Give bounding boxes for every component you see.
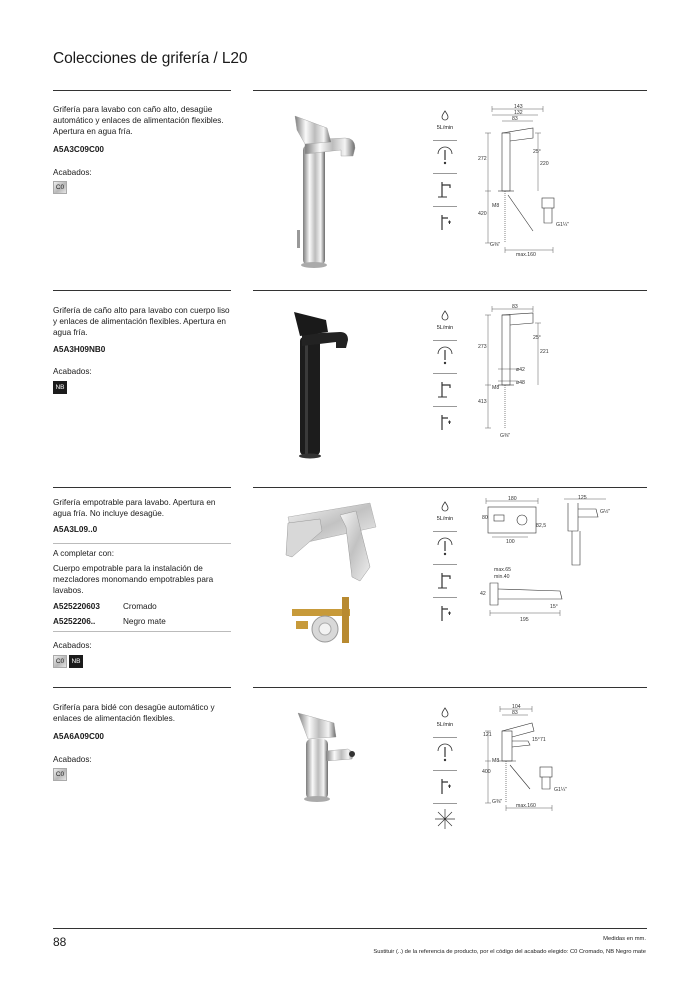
technical-drawing-2: [478, 303, 648, 443]
page-title: Colecciones de grifería / L20: [53, 50, 248, 67]
section-divider: [253, 687, 647, 688]
faucet-lever: [294, 312, 328, 336]
dim-label: G1¼": [554, 787, 568, 793]
section-divider: [253, 90, 647, 91]
dim-label: 83: [512, 304, 518, 310]
section-divider: [53, 290, 231, 291]
faucet-base: [301, 262, 327, 268]
subsection-divider: [53, 543, 231, 544]
complement-name: Negro mate: [123, 617, 166, 626]
finishes-label: Acabados:: [53, 641, 92, 650]
complement-code: A5252206..: [53, 617, 96, 626]
flow-rate-label: 5L/min: [436, 124, 454, 131]
dim-label: 420: [478, 211, 487, 217]
tall-spout-icon: [430, 376, 460, 402]
product-photo-tall-chrome-mixer: [275, 100, 365, 275]
finish-swatch-chrome: C0: [53, 181, 67, 194]
dim-label: 15°: [532, 737, 540, 743]
brass-pipe: [342, 597, 349, 643]
section-divider: [53, 687, 231, 688]
dim-label: G½": [600, 509, 611, 515]
product-code: A5A3C09C00: [53, 145, 104, 154]
technical-drawing-1: [478, 103, 648, 258]
complement-name: Cromado: [123, 602, 157, 611]
faucet-base: [299, 454, 321, 459]
product-photo-wall-mixer: [280, 497, 380, 587]
dim-label: 195: [520, 617, 529, 623]
page-number: 88: [53, 935, 67, 949]
units-note: Medidas en mm.: [603, 936, 646, 942]
dim-label: max.160: [516, 252, 536, 258]
flow-rate-label: 5L/min: [436, 515, 454, 522]
feature-icons: [430, 307, 460, 437]
cold-opening-icon: [430, 343, 460, 369]
product-photo-bidet-mixer: [290, 705, 370, 805]
flexible-hose-icon: [430, 600, 460, 626]
dim-label: 15°: [550, 604, 558, 610]
automatic-drain-icon: [430, 773, 460, 799]
flow-rate-icon: [430, 307, 460, 333]
cold-opening-icon: [430, 740, 460, 766]
dim-label: M8: [492, 385, 500, 391]
finish-swatches: [53, 655, 83, 668]
dim-label: 83: [512, 116, 518, 122]
dim-label: G⅜": [492, 799, 503, 805]
product-photo-embedded-body: [290, 595, 365, 650]
product-photo-tall-black-mixer: [280, 302, 360, 462]
dim-label: 82,5: [536, 523, 547, 529]
cold-opening-icon: [430, 534, 460, 560]
complete-with-description: Cuerpo empotrable para la instalación de mezcladores monomando empotrables para lavabos.: [53, 564, 214, 595]
dim-label: 104: [512, 704, 521, 710]
complement-item: [53, 602, 157, 611]
section-divider: [253, 487, 647, 488]
swivel-aerator-icon: [430, 806, 460, 832]
complement-code: A525220603: [53, 602, 100, 611]
dim-label: max.65: [494, 567, 512, 573]
product-description: Grifería de caño alto para lavabo con cuerpo liso y enlaces de alimentación flexibles. Apertura en agua fría.: [53, 306, 230, 337]
complete-with-label: A completar con:: [53, 549, 114, 558]
dim-label: 221: [540, 349, 549, 355]
dim-label: ø48: [516, 380, 525, 386]
dim-label: 83: [512, 710, 518, 716]
dim-label: 273: [478, 344, 487, 350]
flow-rate-label: 5L/min: [436, 324, 454, 331]
finish-swatch-chrome: C0: [53, 768, 67, 781]
finish-swatch-chrome: C0: [53, 655, 67, 668]
technical-drawing-3: [478, 495, 648, 625]
dim-label: G1¼": [556, 222, 570, 228]
section-divider: [253, 290, 647, 291]
dim-label: 121: [483, 732, 492, 738]
dim-label: 272: [478, 156, 487, 162]
product-code: A5A3H09NB0: [53, 345, 106, 354]
finish-swatch-matte-black: NB: [53, 381, 67, 394]
brass-pipe: [292, 609, 350, 616]
finish-code-note: Sustituir (..) de la referencia de producto, por el código del acabado elegido: C0 Cromado, NB Negro mate: [373, 949, 646, 955]
complement-item: [53, 617, 166, 626]
dim-label: 143: [514, 104, 523, 110]
product-code: A5A3L09..0: [53, 525, 98, 534]
flexible-hose-icon: [430, 409, 460, 435]
dim-label: 42: [480, 591, 486, 597]
faucet-body: [300, 337, 320, 455]
cold-opening-icon: [430, 143, 460, 169]
section-divider: [53, 90, 231, 91]
faucet-base: [304, 796, 330, 802]
dim-label: 71: [540, 737, 546, 743]
faucet-lever: [298, 713, 336, 739]
dim-label: 25°: [533, 335, 541, 341]
flow-rate-icon: [430, 107, 460, 133]
dim-label: 400: [482, 769, 491, 775]
feature-icons: [430, 704, 460, 834]
finishes-label: Acabados:: [53, 168, 92, 177]
feature-icons: [430, 107, 460, 237]
product-code: A5A6A09C00: [53, 732, 104, 741]
drain-rod: [297, 230, 300, 248]
finishes-label: Acabados:: [53, 755, 92, 764]
dim-label: 180: [508, 496, 517, 502]
dim-label: 413: [478, 399, 487, 405]
section-divider: [53, 487, 231, 488]
flow-rate-icon: [430, 498, 460, 524]
finishes-label: Acabados:: [53, 367, 92, 376]
dim-label: 132: [514, 110, 523, 116]
dim-label: 220: [540, 161, 549, 167]
feature-icons: [430, 498, 460, 628]
dim-label: M8: [492, 758, 500, 764]
automatic-drain-icon: [430, 209, 460, 235]
dim-label: 125: [578, 495, 587, 501]
finish-swatch-matte-black: NB: [69, 655, 83, 668]
faucet-body: [306, 739, 328, 799]
dim-label: 25°: [533, 149, 541, 155]
dim-label: G⅜": [490, 242, 501, 248]
subsection-divider: [53, 631, 231, 632]
dim-label: 100: [506, 539, 515, 545]
footer-rule: [53, 928, 647, 929]
dim-label: 80: [482, 515, 488, 521]
dim-label: max.160: [516, 803, 536, 809]
dim-label: min.40: [494, 574, 510, 580]
product-description: Grifería para bidé con desagüe automático y enlaces de alimentación flexibles.: [53, 703, 215, 723]
flow-rate-label: 5L/min: [436, 721, 454, 728]
faucet-body: [303, 145, 325, 265]
flow-rate-icon: [430, 704, 460, 730]
faucet-lever: [295, 116, 331, 144]
finish-swatches: [53, 768, 67, 781]
finish-swatches: [53, 181, 67, 194]
wall-spout-icon: [430, 567, 460, 593]
product-description: Grifería para lavabo con caño alto, desagüe automático y enlaces de alimentación flexibles. Apertura en agua fría.: [53, 105, 224, 136]
dim-label: M8: [492, 203, 500, 209]
product-description: Grifería empotrable para lavabo. Apertura en agua fría. No incluye desagüe.: [53, 498, 216, 518]
dim-label: ø42: [516, 367, 525, 373]
finish-swatches: [53, 381, 67, 394]
tall-spout-icon: [430, 176, 460, 202]
technical-drawing-4: [478, 703, 648, 813]
dim-label: G⅜": [500, 433, 511, 439]
